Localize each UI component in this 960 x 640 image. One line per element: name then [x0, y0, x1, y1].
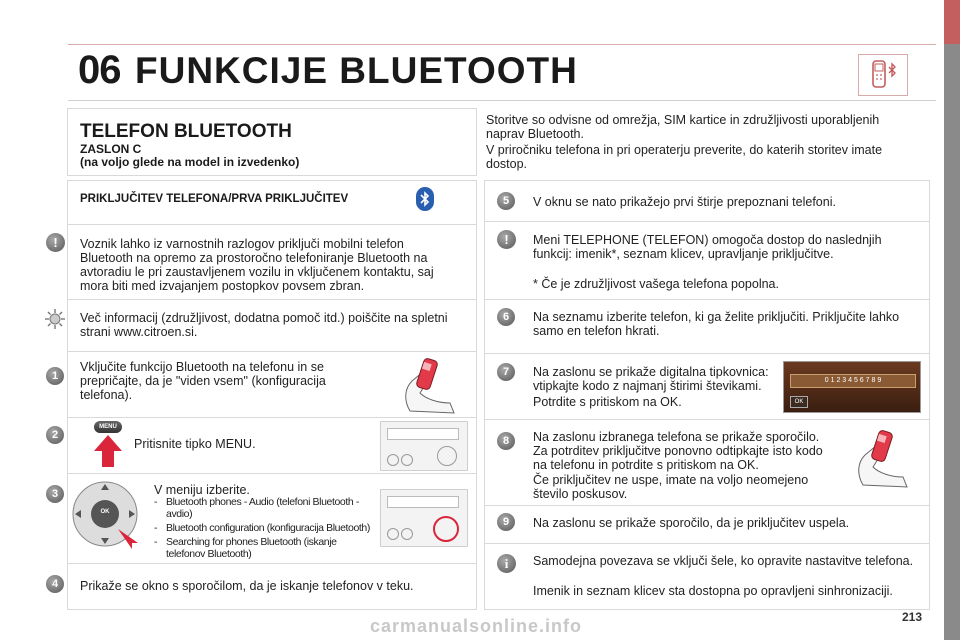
- separator: [68, 417, 476, 418]
- menu-button-icon: [90, 421, 126, 469]
- list-item: - Bluetooth configuration (konfiguracija Bluetooth): [154, 522, 370, 534]
- chapter-title: FUNKCIJE BLUETOOTH: [135, 50, 578, 91]
- left-column-box: [51, 180, 477, 610]
- keypad-screen-illustration: [783, 361, 921, 413]
- right-edge-bar: [944, 0, 960, 640]
- safety-warning-text: Voznik lahko iz varnostnih razlogov priključi mobilni telefon Bluetooth na opremo za prostoročno telefoniranje Bluetooth na avtoradiu le pri zaustavljenem vozilu in vključenem kontaktu, saj mora biti med izvajanjem postopkov povsem zbran.: [80, 237, 434, 293]
- step1-text: Vključite funkcijo Bluetooth na telefonu in se prepričajte, da je "viden vsem" (konfiguracija telefona).: [80, 360, 326, 402]
- separator: [485, 419, 929, 420]
- step-number-1: 1: [46, 367, 64, 385]
- step-number-8: 8: [497, 432, 515, 450]
- separator: [485, 299, 929, 300]
- info-text-auto-connect: Samodejna povezava se vključi šele, ko opravite nastavitve telefona.: [533, 554, 914, 568]
- telephone-menu-warning: Meni TELEPHONE (TELEFON) omogoča dostop do naslednjih funkcij: imenik*, seznam klicev, upravljanje priključitve.: [533, 233, 882, 261]
- step-number-7: 7: [497, 363, 515, 381]
- right-column-box: [484, 180, 930, 610]
- step7-text: Na zaslonu se prikaže digitalna tipkovnica: vtipkajte kodo z najmanj štirimi števikami.: [533, 365, 769, 393]
- step3-menu-list: [154, 496, 374, 560]
- warning-icon: !: [497, 230, 516, 249]
- ok-button-label: OK: [100, 509, 110, 515]
- right-edge-bar-accent: [944, 0, 960, 44]
- step4-text: Prikaže se okno s sporočilom, da je iskanje telefonov v teku.: [80, 579, 414, 593]
- hand-phone-illustration: [853, 425, 913, 489]
- step-number-4: 4: [46, 575, 64, 593]
- step-number-3: 3: [46, 485, 64, 503]
- step2-text: Pritisnite tipko MENU.: [134, 437, 256, 451]
- header-rule-bottom: [68, 100, 936, 101]
- step3-intro: V meniju izberite.: [154, 483, 250, 497]
- step-number-2: 2: [46, 426, 64, 444]
- hand-phone-illustration: [398, 353, 458, 415]
- page-number: 213: [901, 610, 922, 624]
- tip-lightbulb-icon: [44, 308, 66, 330]
- keypad-ok-label: OK: [790, 396, 808, 408]
- separator: [485, 505, 929, 506]
- chapter-number: 06: [78, 48, 121, 92]
- connection-heading: PRIKLJUČITEV TELEFONA/PRVA PRIKLJUČITEV: [80, 193, 349, 205]
- radio-unit-illustration: [380, 421, 468, 471]
- list-item: - Searching for phones Bluetooth (iskanje telefonov Bluetooth): [154, 536, 337, 560]
- watermark: carmanualsonline.info: [370, 616, 583, 636]
- step-number-9: 9: [497, 513, 515, 531]
- step8-retry-text: Če priključitev ne uspe, imate na voljo neomejeno število poskusov.: [533, 473, 809, 501]
- intro-text-1: Storitve so odvisne od omrežja, SIM kartice in združljivosti uporabljenih naprav Bluetooth.: [486, 113, 880, 141]
- separator: [485, 543, 929, 544]
- step7-confirm-text: Potrdite s pritiskom na OK.: [533, 395, 682, 409]
- warning-icon: !: [46, 233, 65, 252]
- info-text-sync: Imenik in seznam klicev sta dostopna po opravljeni sinhronizaciji.: [533, 584, 893, 598]
- separator: [68, 563, 476, 564]
- step-number-5: 5: [497, 192, 515, 210]
- step6-text: Na seznamu izberite telefon, ki ga želite priključiti. Priključite lahko samo en telefon hkrati.: [533, 310, 900, 338]
- section-availability-note: (na voljo glede na model in izvedenko): [80, 155, 300, 169]
- separator: [68, 473, 476, 474]
- step9-text: Na zaslonu se prikaže sporočilo, da je priključitev uspela.: [533, 516, 850, 530]
- keypad-digits: 0 1 2 3 4 5 6 7 8 9: [790, 374, 916, 388]
- separator: [68, 299, 476, 300]
- separator: [68, 351, 476, 352]
- info-icon: i: [497, 554, 516, 573]
- navigation-ok-dial-icon: [68, 477, 142, 551]
- step-number-6: 6: [497, 308, 515, 326]
- step5-text: V oknu se nato prikažejo prvi štirje prepoznani telefoni.: [533, 195, 836, 209]
- phone-bluetooth-logo-icon: [858, 54, 908, 96]
- header-rule-top: [68, 44, 936, 45]
- separator: [68, 224, 476, 225]
- radio-unit-illustration: [380, 489, 468, 547]
- step8-text: Na zaslonu izbranega telefona se prikaže sporočilo. Za potrditev priključitve ponovno odtipkajte isto kodo na telefonu in potrdite s pritiskom na OK.: [533, 430, 823, 472]
- list-item: - Bluetooth phones - Audio (telefoni Bluetooth - avdio): [154, 496, 359, 520]
- separator: [485, 221, 929, 222]
- menu-button-label: MENU: [94, 421, 122, 433]
- compatibility-footnote: * Če je združljivost vašega telefona popolna.: [533, 277, 779, 291]
- section-subtitle: ZASLON C: [80, 142, 142, 156]
- tip-text: Več informacij (združljivost, dodatna pomoč itd.) poiščite na spletni strani www.citroen.si.: [80, 311, 448, 339]
- section-title: TELEFON BLUETOOTH: [80, 121, 292, 142]
- section-header-box: [67, 108, 477, 176]
- intro-text-2: V priročniku telefona in pri operaterju preverite, do katerih storitev imate dostop.: [486, 143, 883, 171]
- bluetooth-icon: [416, 187, 434, 211]
- separator: [485, 353, 929, 354]
